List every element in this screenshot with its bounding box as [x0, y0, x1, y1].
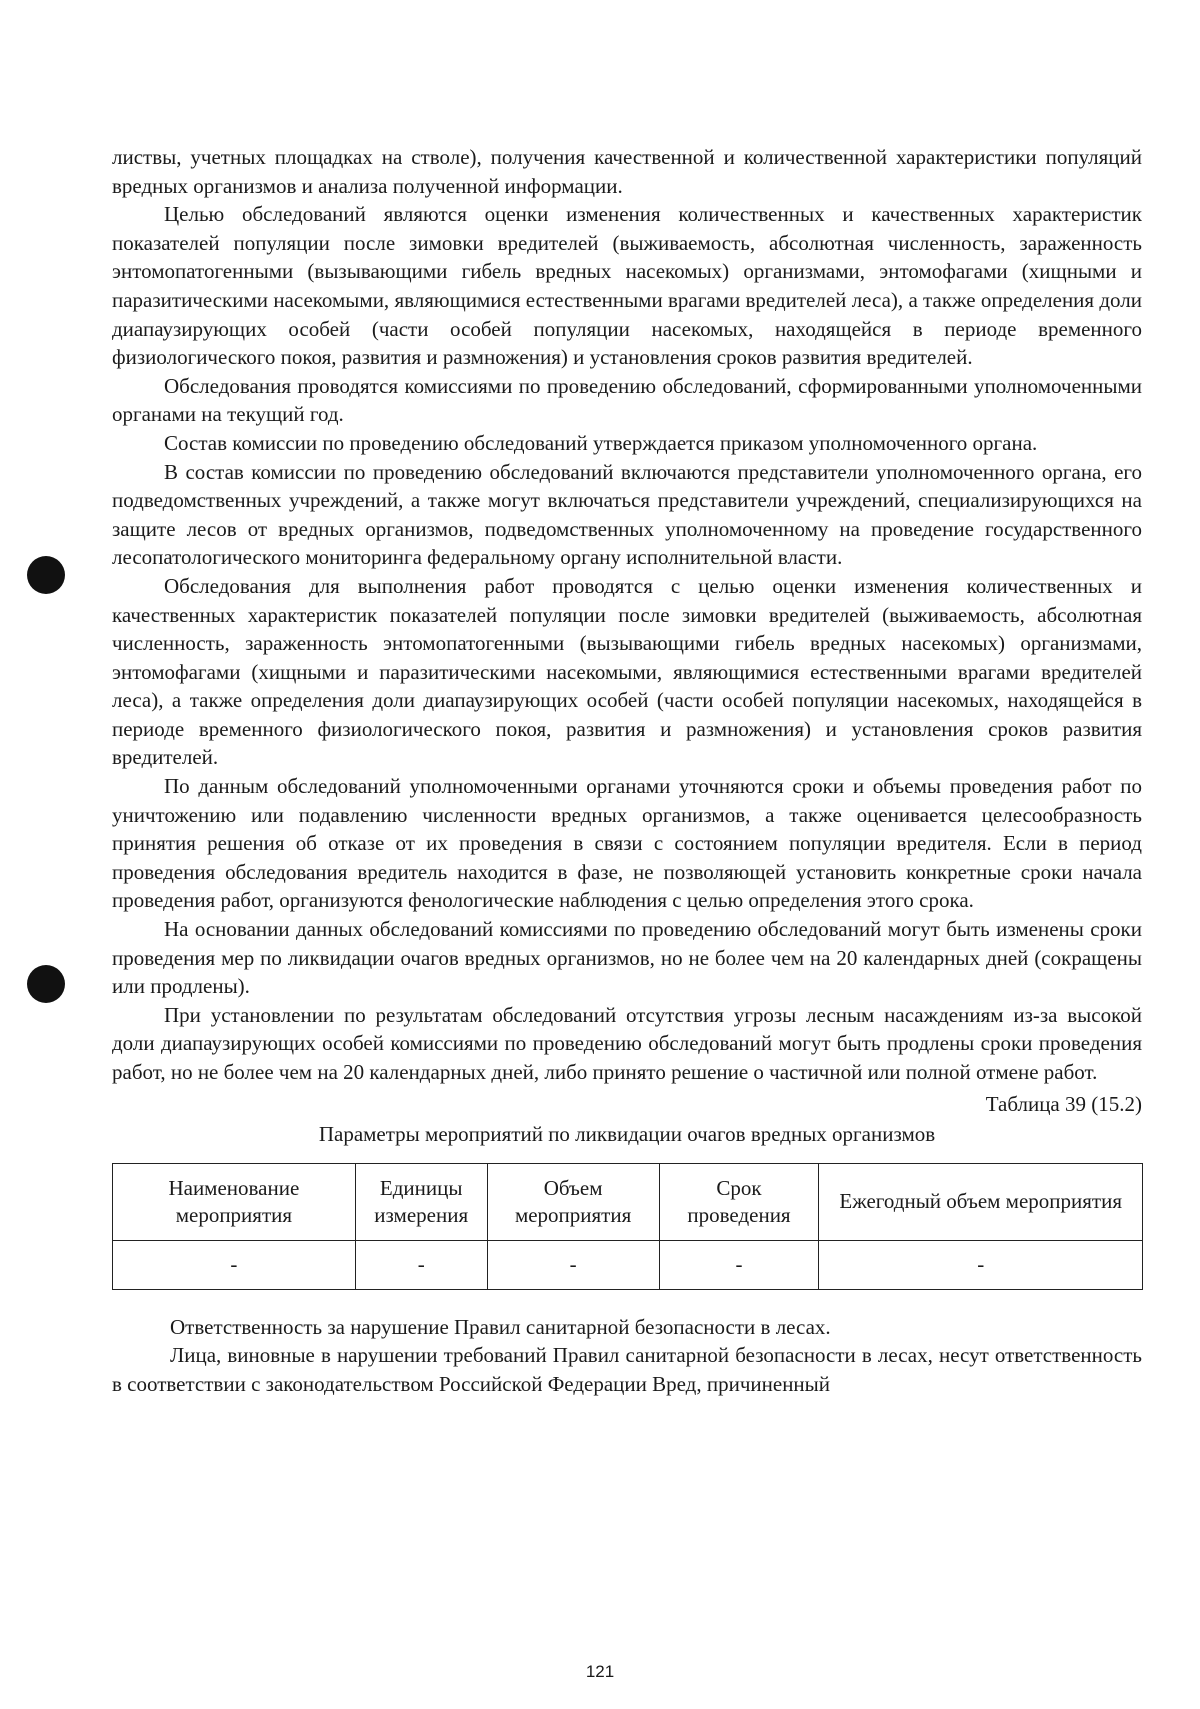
table-cell: -	[113, 1240, 356, 1289]
paragraph-5: В состав комиссии по проведению обследований включаются представители уполномоченного органа, его подведомственных учреждений, а также могут включаться представители учреждений, специализирующихся на защите лесов от вредных организмов, подведомственных уполномоченному на проведение государственного лесопатологического мониторинга федеральному органу исполнительной власти.	[112, 459, 1142, 570]
table-number: Таблица 39 (15.2)	[985, 1091, 1142, 1116]
table-header-cell: Объем мероприятия	[487, 1163, 659, 1240]
punch-hole-bottom	[27, 965, 65, 1003]
table-header-row	[113, 1163, 1143, 1240]
paragraph-4: Состав комиссии по проведению обследований утверждается приказом уполномоченного органа.	[164, 430, 1038, 455]
table-header-cell: Ежегодный объем мероприятия	[819, 1163, 1143, 1240]
paragraph-6: Обследования для выполнения работ проводятся с целью оценки изменения количественных и качественных характеристик показателей популяции после зимовки вредителей (выживаемость, абсолютная численность, зараженность энтомопатогенными (вызывающими гибель вредных насекомых) организмами, энтомофагами (хищными и паразитическими насекомыми, являющимися естественными врагами вредителей леса), а также определения доли диапаузирующих особей (части особей популяции насекомых, находящейся в периоде временного физиологического покоя, развития и размножения) и установления сроков развития вредителей.	[112, 573, 1142, 770]
after-table-section	[112, 1313, 1142, 1399]
paragraph-1: листвы, учетных площадках на стволе), получения качественной и количественной характеристики популяций вредных организмов и анализа полученной информации.	[112, 145, 1142, 198]
table-header-cell: Единицы измерения	[355, 1163, 487, 1240]
paragraph-2: Целью обследований являются оценки изменения количественных и качественных характеристик показателей популяции после зимовки вредителей (выживаемость, абсолютная численность, зараженность энтомопатогенными (вызывающими гибель вредных насекомых) организмами, энтомофагами (хищными и паразитическими насекомыми, являющимися естественными врагами вредителей леса), а также определения доли диапаузирующих особей (части особей популяции насекомых, находящейся в периоде временного физиологического покоя, развития и размножения) и установления сроков развития вредителей.	[112, 202, 1142, 370]
table-title: Параметры мероприятий по ликвидации очагов вредных организмов	[318, 1121, 936, 1146]
paragraph-7: По данным обследований уполномоченными органами уточняются сроки и объемы проведения работ по уничтожению или подавлению численности вредных организмов, а также оценивается целесообразность принятия решения об отказе от их проведения в связи с состоянием популяции вредителя. Если в период проведения обследования вредитель находится в фазе, не позволяющей установить конкретные сроки начала проведения работ, организуются фенологические наблюдения с целью определения этого срока.	[112, 774, 1142, 913]
table-row	[113, 1240, 1143, 1289]
table-cell: -	[487, 1240, 659, 1289]
paragraph-9: При установлении по результатам обследований отсутствия угрозы лесным насаждениям из-за высокой доли диапаузирующих особей комиссиями по проведению обследований могут быть продлены сроки проведения работ, но не более чем на 20 календарных дней, либо принято решение о частичной или полной отмене работ.	[112, 1002, 1142, 1084]
paragraph-10: Лица, виновные в нарушении требований Правил санитарной безопасности в лесах, несут ответственность в соответствии с законодательством Российской Федерации Вред, причиненный	[112, 1343, 1142, 1396]
document-body	[112, 143, 1142, 1398]
table-cell: -	[355, 1240, 487, 1289]
paragraph-8: На основании данных обследований комиссиями по проведению обследований могут быть изменены сроки проведения мер по ликвидации очагов вредных организмов, но не более чем на 20 календарных дней (сокращены или продлены).	[112, 917, 1142, 999]
section-heading: Ответственность за нарушение Правил санитарной безопасности в лесах.	[170, 1314, 831, 1339]
paragraph-3: Обследования проводятся комиссиями по проведению обследований, сформированными уполномоченными органами на текущий год.	[112, 373, 1142, 427]
punch-hole-top	[27, 556, 65, 594]
table-header-cell: Срок проведения	[659, 1163, 819, 1240]
table-cell: -	[819, 1240, 1143, 1289]
page-number: 121	[585, 1662, 615, 1681]
table-header-cell: Наименование мероприятия	[113, 1163, 356, 1240]
table-cell: -	[659, 1240, 819, 1289]
parameters-table	[112, 1163, 1143, 1290]
